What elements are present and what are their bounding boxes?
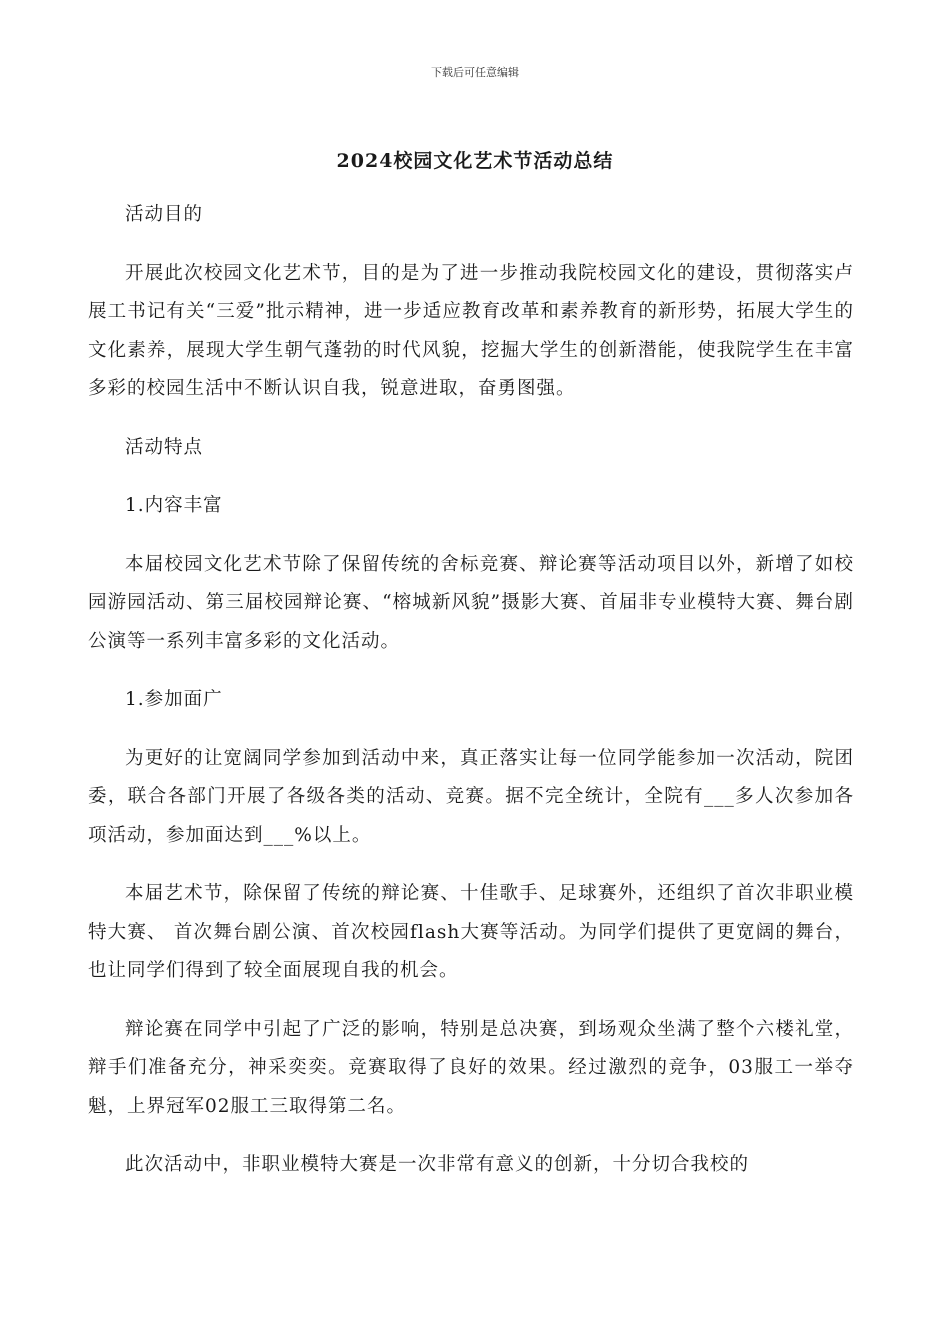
paragraph-purpose: 开展此次校园文化艺术节，目的是为了进一步推动我院校园文化的建设，贯彻落实卢展工书记有关“三爱”批示精神，进一步适应教育改革和素养教育的新形势，拓展大学生的文化素养，展现大学生朝气蓬勃的时代风貌，挖掘大学生的创新潜能，使我院学生在丰富多彩的校园生活中不断认识自我，锐意进取，奋勇图强。 bbox=[88, 262, 854, 399]
subheading-rich-content: 1.内容丰富 bbox=[125, 495, 223, 516]
paragraph-rich-content: 本届校园文化艺术节除了保留传统的舍标竞赛、辩论赛等活动项目以外，新增了如校园游园活动、第三届校园辩论赛、“榕城新风貌”摄影大赛、首届非专业模特大赛、舞台剧公演等一系列丰富多彩的文化活动。 bbox=[88, 553, 854, 652]
page-header: 下载后可任意编辑 bbox=[431, 66, 519, 79]
paragraph-art-festival: 本届艺术节，除保留了传统的辩论赛、十佳歌手、足球赛外，还组织了首次非职业模特大赛、 首次舞台剧公演、首次校园flash大赛等活动。为同学们提供了更宽阔的舞台，也让同学们得到了较全面展现自我的机会。 bbox=[88, 883, 854, 981]
paragraph-model-contest: 此次活动中，非职业模特大赛是一次非常有意义的创新，十分切合我校的 bbox=[125, 1154, 750, 1175]
document-body bbox=[88, 196, 854, 1205]
document-title: 2024校园文化艺术节活动总结 bbox=[336, 150, 614, 172]
subheading-wide-participation: 1.参加面广 bbox=[125, 689, 223, 710]
section-heading-features: 活动特点 bbox=[125, 436, 204, 458]
paragraph-participation: 为更好的让宽阔同学参加到活动中来，真正落实让每一位同学能参加一次活动，院团委，联合各部门开展了各级各类的活动、竞赛。据不完全统计，全院有___多人次参加各项活动，参加面达到___%以上。 bbox=[88, 747, 854, 846]
paragraph-debate: 辩论赛在同学中引起了广泛的影响，特别是总决赛，到场观众坐满了整个六楼礼堂，辩手们准备充分，神采奕奕。竞赛取得了良好的效果。经过激烈的竞争，03服工一举夺魁，上界冠军02服工三取得第二名。 bbox=[88, 1018, 854, 1117]
section-heading-purpose: 活动目的 bbox=[125, 204, 204, 225]
